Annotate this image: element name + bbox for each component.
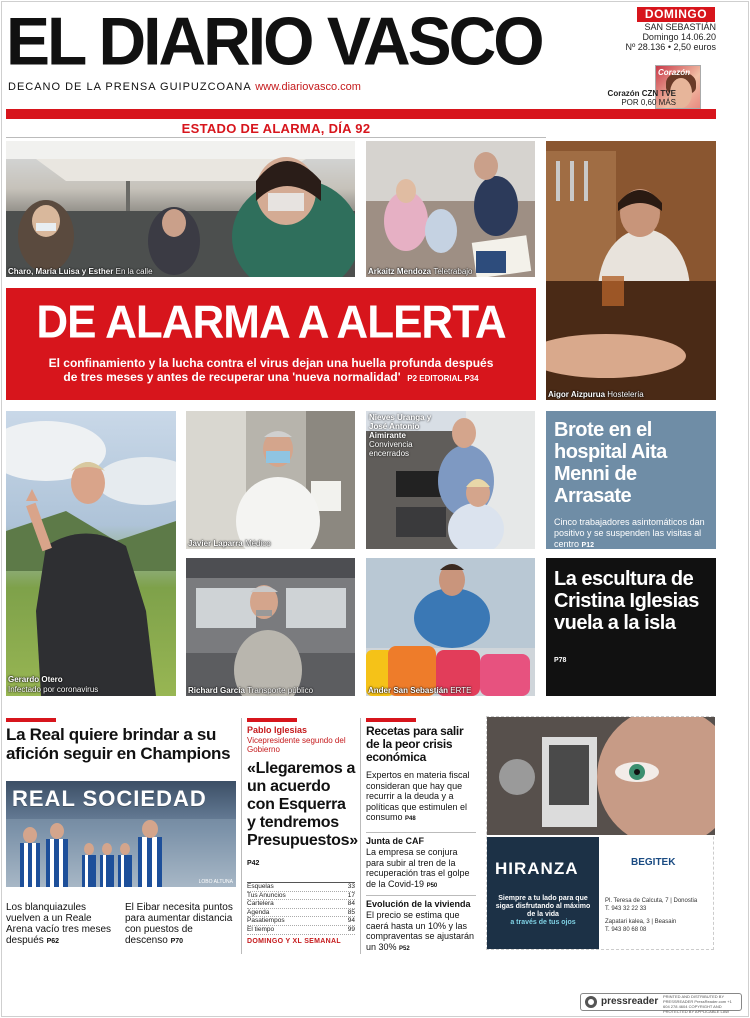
index-row[interactable] xyxy=(247,917,355,926)
interview-quote[interactable]: «Llegaremos a un acuerdo con Esquerra y tendremos Presupuestos» xyxy=(247,760,358,849)
kicker-rule xyxy=(6,137,546,138)
real-left-ref: P62 xyxy=(46,938,60,945)
main-deck xyxy=(26,356,516,386)
site-url[interactable]: www.diariovasco.com xyxy=(255,81,361,93)
index-page: 99 xyxy=(347,925,355,933)
section-kicker: ESTADO DE ALARMA, DÍA 92 xyxy=(181,121,371,136)
pressreader-icon xyxy=(585,996,597,1008)
interview-role: Vicepresidente segundo del Gobierno xyxy=(247,736,346,754)
escultura-ref: P78 xyxy=(554,657,567,664)
caption-gerardo-name: Gerardo Otero xyxy=(8,675,63,684)
index-label: Tus Anuncios xyxy=(247,891,286,899)
side-story-hospital[interactable] xyxy=(546,411,716,549)
promo-line1: Corazón CZN TVE xyxy=(607,89,676,98)
index-page: 84 xyxy=(347,900,355,908)
photo-terraza[interactable] xyxy=(6,141,355,277)
ad-brand: HIRANZA xyxy=(495,859,579,878)
caption-erte xyxy=(368,686,471,695)
caption-gerardo xyxy=(8,675,98,695)
ad-address-1: Pl. Teresa de Calcuta, 7 | Donostia xyxy=(605,898,698,904)
caption-transporte-name: Richard García xyxy=(188,686,245,695)
issue-price: Nº 28.136 • 2,50 euros xyxy=(625,42,716,52)
caption-hosteleria-desc: Hostelería xyxy=(607,390,644,399)
index-row[interactable] xyxy=(247,926,355,935)
transporte-scene-graphic xyxy=(186,558,355,696)
ad-eye-photo xyxy=(487,717,715,835)
gerardo-scene-graphic xyxy=(6,411,176,696)
column-divider-2 xyxy=(360,718,361,954)
hospital-ref: P12 xyxy=(581,542,594,549)
economy-text: Expertos en materia fiscal consideran que hay que recurrir a la deuda y a políticas que estimulen el consumo xyxy=(366,770,470,822)
index-row[interactable] xyxy=(247,883,355,892)
caption-convivencia xyxy=(369,413,439,458)
ad-address-2: Zapatari kalea, 3 | Beasain xyxy=(605,919,677,925)
caption-transporte xyxy=(188,686,313,695)
interview-ref: P42 xyxy=(247,860,260,867)
photo-transporte[interactable] xyxy=(186,558,355,696)
real-left-text: Los blanquiazules vuelven a un Reale Arena vacío tres meses después xyxy=(6,902,112,946)
real-photo-credit: LOBO ALTUNA xyxy=(198,879,233,885)
economy-ref: P48 xyxy=(405,816,416,822)
index-page: 17 xyxy=(347,891,355,899)
real-players-graphic xyxy=(6,781,236,887)
photo-medico[interactable] xyxy=(186,411,355,549)
terraza-scene-graphic xyxy=(6,141,355,277)
caf-title[interactable]: Junta de CAF xyxy=(366,836,425,846)
caption-terraza-name: Charo, María Luisa y Esther xyxy=(8,267,114,276)
caf-story xyxy=(366,847,476,891)
city: SAN SEBASTIÁN xyxy=(644,22,716,32)
caption-teletrabajo-desc: Teletrabajo xyxy=(433,267,473,276)
erte-scene-graphic xyxy=(366,558,535,696)
photo-hosteleria[interactable] xyxy=(546,141,716,400)
masthead-tagline xyxy=(8,81,361,93)
caption-erte-desc: ERTE xyxy=(450,686,472,695)
main-deck-line1: El confinamiento y la lucha contra el virus dejan una huella profunda después xyxy=(48,356,494,370)
interview-red-tick xyxy=(247,718,297,722)
index-label: El tiempo xyxy=(247,925,275,933)
ad-slogan-2: a través de tus ojos xyxy=(510,919,576,926)
main-ref: P2 EDITORIAL P34 xyxy=(407,374,479,383)
index-label: Cartelera xyxy=(247,900,274,908)
hospital-headline[interactable]: Brote en el hospital Aita Menni de Arrasate xyxy=(554,419,667,507)
index-page: 85 xyxy=(347,908,355,916)
promo-logo: Corazón xyxy=(658,68,690,77)
ad-addresses xyxy=(605,897,713,934)
main-headline[interactable]: DE ALARMA A ALERTA xyxy=(36,296,506,349)
caption-convivencia-names: Nieves Uranga y José Antonio Aimirante xyxy=(369,413,432,440)
caption-convivencia-desc: Convivencia encerrados xyxy=(369,440,413,458)
index-label: Pasatiempos xyxy=(247,917,285,925)
ad-phone-1: T. 943 32 22 33 xyxy=(605,906,647,912)
economy-headline[interactable]: Recetas para salir de la peor crisis económica xyxy=(366,724,464,764)
real-headline[interactable]: La Real quiere brindar a su afición seguir en Champions xyxy=(6,725,231,763)
photo-erte[interactable] xyxy=(366,558,535,696)
real-left-story[interactable] xyxy=(6,902,118,947)
promo-line2: POR 0,60 MÁS xyxy=(621,98,676,107)
date: Domingo 14.06.20 xyxy=(642,32,716,42)
index-label: Esquelas xyxy=(247,883,274,890)
ad-slogan-text: Siempre a tu lado para que sigas disfrutando al máximo de la vida xyxy=(495,895,591,918)
masthead-red-bar xyxy=(6,109,716,119)
side-story-escultura[interactable] xyxy=(546,558,716,696)
caption-transporte-desc: Transporte público xyxy=(247,686,314,695)
index-row[interactable] xyxy=(247,900,355,909)
economy-rule-2 xyxy=(366,895,476,896)
date-info xyxy=(600,22,716,52)
photo-convivencia[interactable] xyxy=(366,411,535,549)
pressreader-badge[interactable] xyxy=(580,993,742,1014)
caption-hosteleria xyxy=(548,390,644,399)
caption-hosteleria-name: Aigor Aizpurua xyxy=(548,390,606,399)
housing-text: El precio se estima que caerá hasta un 10% y las compraventas se ajustarán un 30% xyxy=(366,910,475,952)
real-right-story[interactable] xyxy=(125,902,237,947)
real-right-text: El Eibar necesita puntos para aumentar distancia con puestos de descenso xyxy=(125,902,233,946)
escultura-headline[interactable]: La escultura de Cristina Iglesias vuela a la isla xyxy=(554,568,699,634)
real-sociedad-sign: REAL SOCIEDAD xyxy=(12,786,207,811)
caption-medico-name: Javier Laparra xyxy=(188,539,243,548)
day-badge: DOMINGO xyxy=(637,7,715,22)
column-divider-1 xyxy=(241,718,242,954)
masthead-title[interactable]: EL DIARIO VASCO xyxy=(6,3,542,79)
index-row[interactable] xyxy=(247,909,355,918)
caf-text: La empresa se conjura para subir al tren de la recuperación tras el golpe de la Covid-19 xyxy=(366,847,470,889)
caption-gerardo-desc: Infectado por coronavirus xyxy=(8,685,99,694)
economy-story xyxy=(366,770,476,825)
main-deck-line2: de tres meses y antes de recuperar una 'nueva normalidad' xyxy=(63,370,401,384)
medico-scene-graphic xyxy=(186,411,355,549)
photo-teletrabajo[interactable] xyxy=(366,141,535,277)
real-red-tick xyxy=(6,718,56,722)
teletrabajo-scene-graphic xyxy=(366,141,535,277)
housing-ref: P52 xyxy=(399,945,410,952)
photo-gerardo[interactable] xyxy=(6,411,176,696)
caption-terraza xyxy=(8,267,153,276)
hospital-deck: Cinco trabajadores asintomáticos dan positivo y se suspenden las visitas al centro xyxy=(554,517,705,549)
ad-hiranza-panel xyxy=(487,837,599,949)
ad-phone-2: T. 943 80 68 08 xyxy=(605,927,647,933)
economy-rule-1 xyxy=(366,832,476,833)
housing-story xyxy=(366,910,476,954)
caption-medico-desc: Médico xyxy=(244,539,271,548)
real-right-ref: P70 xyxy=(170,938,184,945)
supplement-label[interactable]: DOMINGO Y XL SEMANAL xyxy=(247,938,341,945)
caption-erte-name: Ander San Sebastián xyxy=(368,686,449,695)
caption-medico xyxy=(188,539,271,548)
ad-partner-logo: BEGITEK xyxy=(631,857,676,868)
caption-teletrabajo-name: Arkaitz Mendoza xyxy=(368,267,432,276)
index-row[interactable] xyxy=(247,892,355,901)
caf-ref: P50 xyxy=(426,882,438,889)
ad-slogan xyxy=(493,895,593,927)
tagline-text: DECANO DE LA PRENSA GUIPUZCOANA xyxy=(8,81,252,93)
page-index xyxy=(247,882,355,935)
pressreader-legal: PRINTED AND DISTRIBUTED BY PRESSREADER PressReader.com +1 604 278 4604 COPYRIGHT AND PROTECTED BY APPLICABLE LAW xyxy=(663,994,732,1014)
caption-terraza-desc: En la calle xyxy=(115,267,153,276)
hosteleria-scene-graphic xyxy=(546,141,716,400)
economy-red-tick xyxy=(366,718,416,722)
promo-text xyxy=(560,89,676,107)
advertisement[interactable] xyxy=(486,716,714,950)
index-label: Agenda xyxy=(247,908,270,916)
index-page: 33 xyxy=(347,883,355,890)
main-story[interactable] xyxy=(6,288,536,400)
interview-name: Pablo Iglesias xyxy=(247,725,308,735)
index-page: 94 xyxy=(347,917,355,925)
pressreader-label: pressreader xyxy=(601,996,659,1007)
housing-title[interactable]: Evolución de la vivienda xyxy=(366,899,471,909)
caption-teletrabajo xyxy=(368,267,473,276)
ad-eye-graphic xyxy=(487,717,715,835)
photo-real-sociedad[interactable] xyxy=(6,781,236,887)
